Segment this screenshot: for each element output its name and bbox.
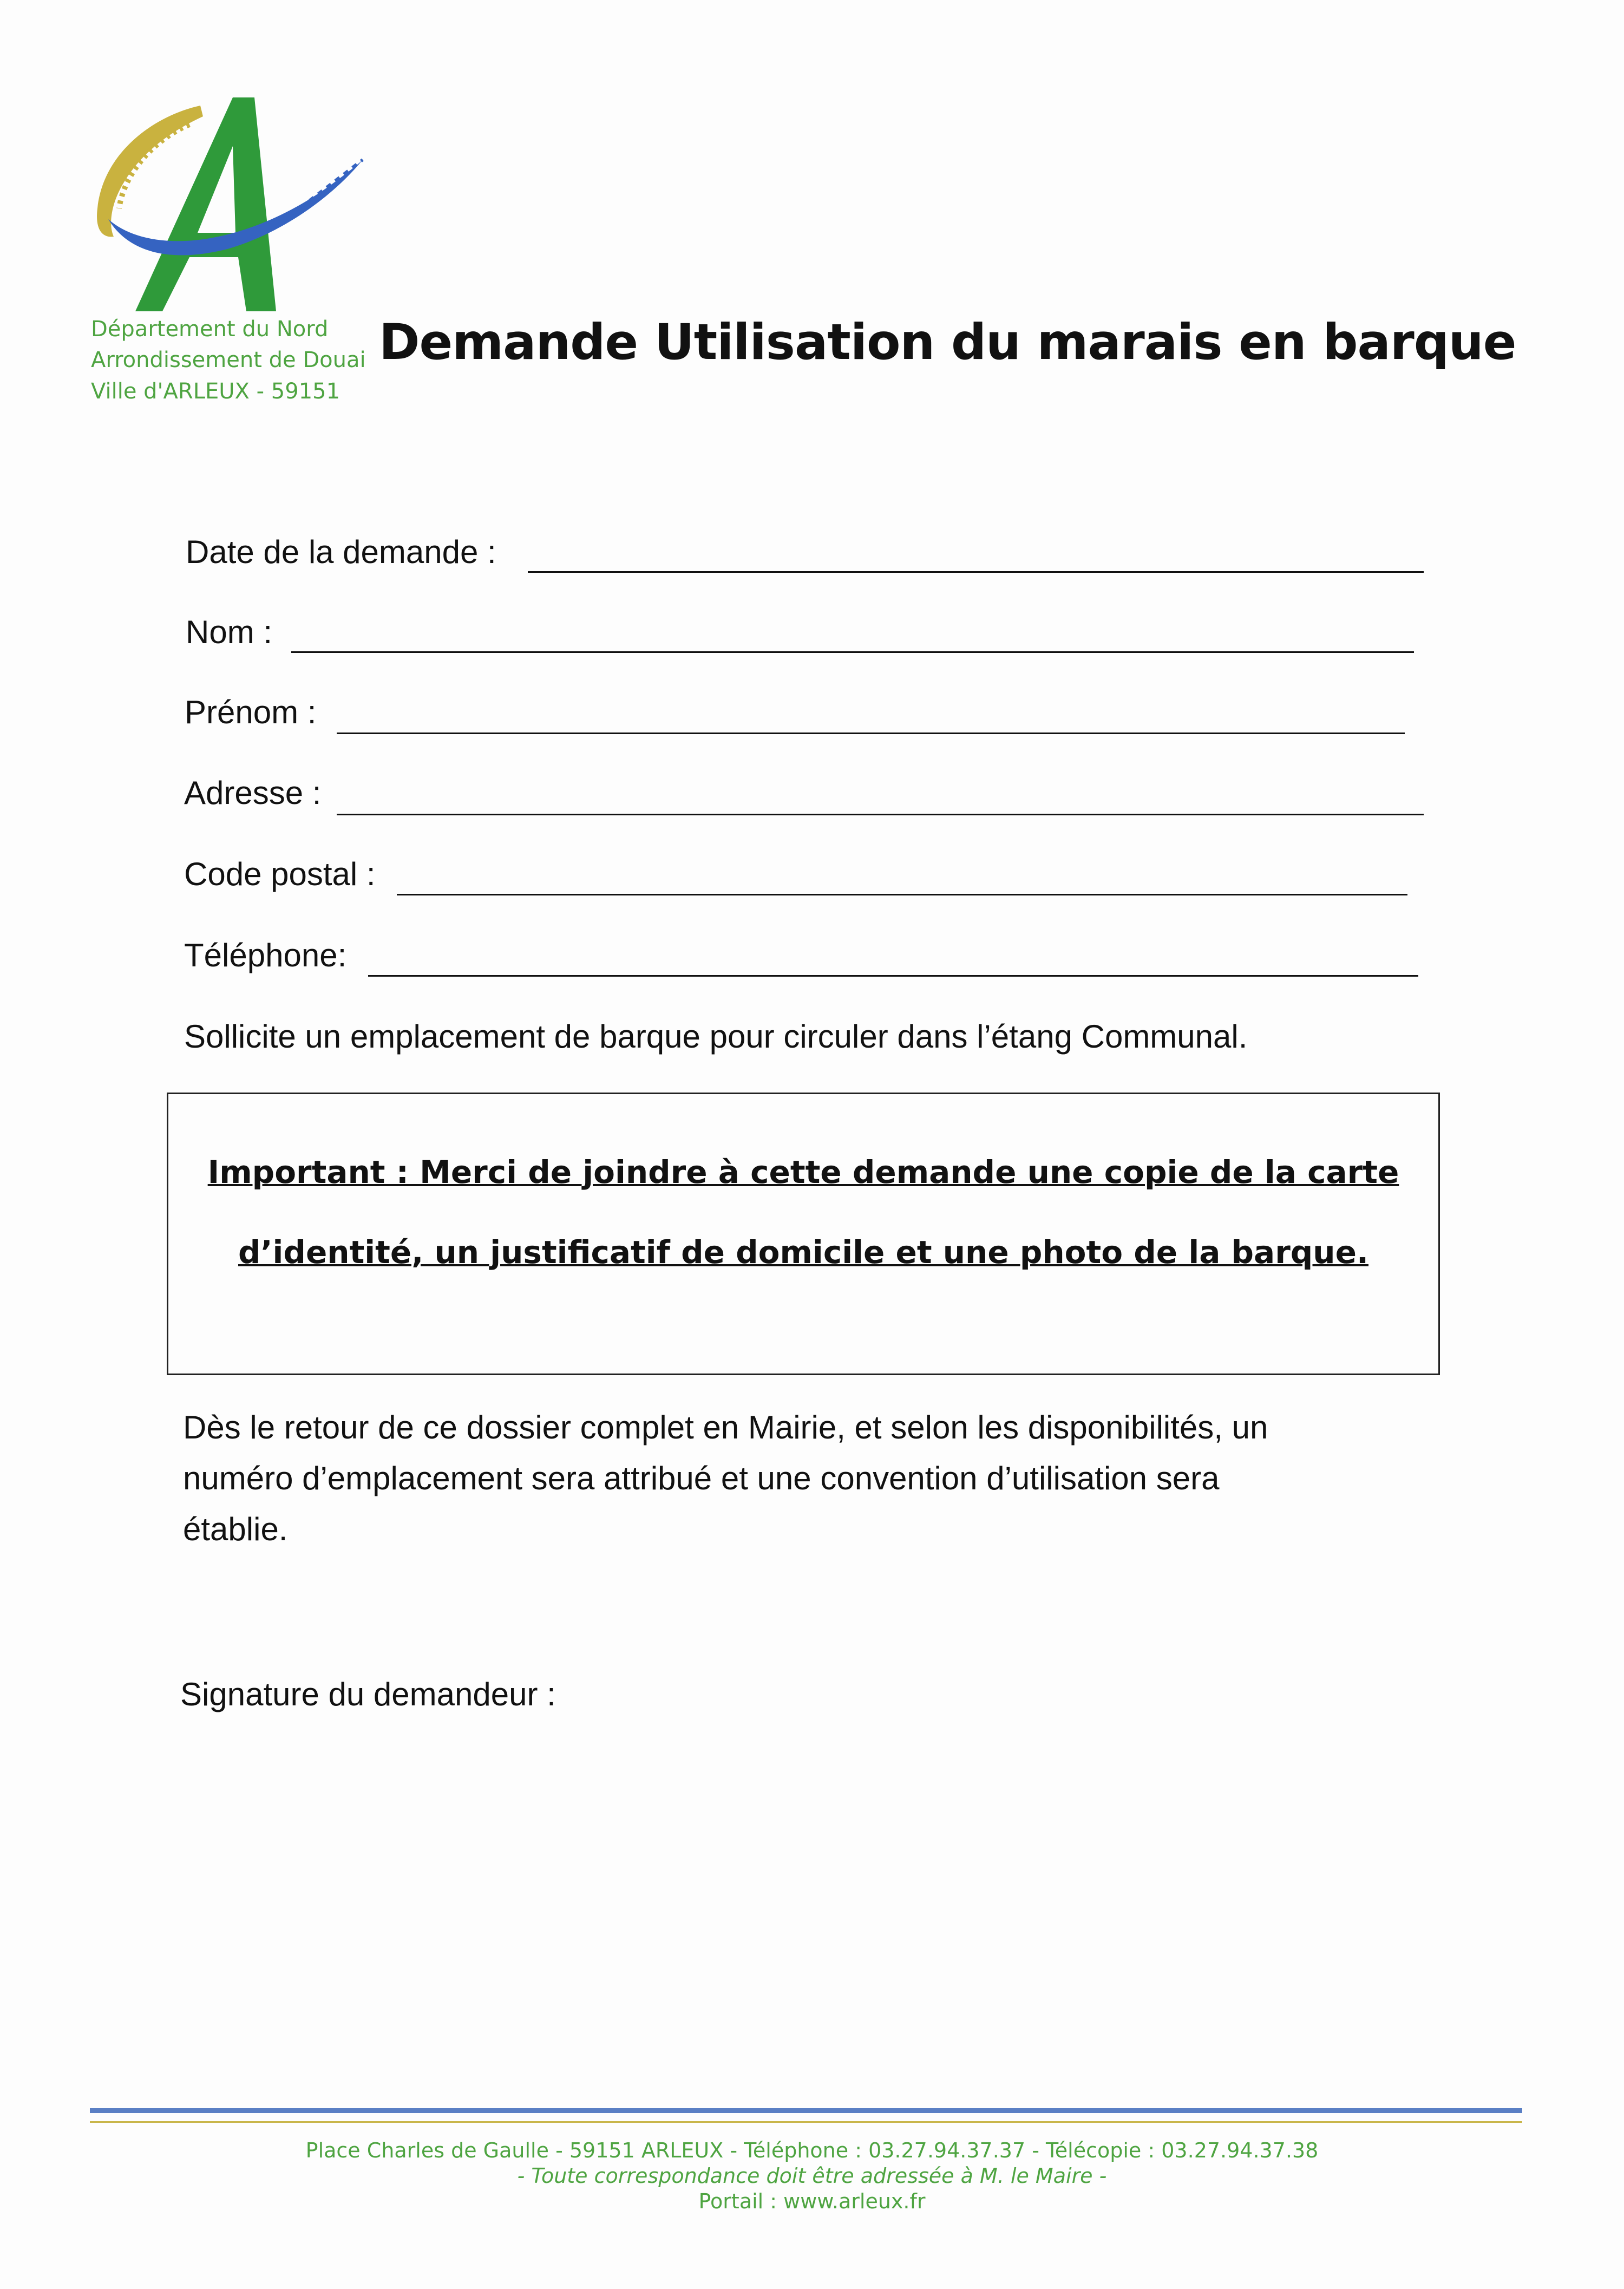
footer-rule-blue xyxy=(90,2108,1522,2113)
field-label-date: Date de la demande : xyxy=(186,534,496,570)
notice-line-1: Important : Merci de joindre à cette demande une copie de la carte xyxy=(207,1154,1399,1191)
field-label-prenom: Prénom : xyxy=(185,694,317,730)
page-title: Demande Utilisation du marais en barque xyxy=(379,314,1516,371)
field-label-telephone: Téléphone: xyxy=(184,937,347,973)
field-code-postal-input[interactable] xyxy=(397,894,1407,895)
footer-correspondence: - Toute correspondance doit être adressée à M. le Maire - xyxy=(517,2164,1107,2188)
signature-area[interactable] xyxy=(180,1732,1046,2003)
field-label-nom: Nom : xyxy=(186,614,273,650)
org-line-arrondissement: Arrondissement de Douai xyxy=(91,348,366,372)
field-label-code-postal: Code postal : xyxy=(184,856,376,892)
field-prenom-input[interactable] xyxy=(337,733,1405,734)
notice-line-2: d’identité, un justificatif de domicile et une photo de la barque. xyxy=(238,1234,1368,1271)
arleux-logo xyxy=(87,95,368,333)
info-line-2: numéro d’emplacement sera attribué et une convention d’utilisation sera xyxy=(183,1460,1220,1496)
notice-box xyxy=(167,1093,1440,1375)
field-telephone-input[interactable] xyxy=(368,975,1418,977)
info-line-3: établie. xyxy=(183,1511,288,1547)
org-line-department: Département du Nord xyxy=(91,317,329,342)
signature-label: Signature du demandeur : xyxy=(180,1676,556,1712)
footer-portal-link[interactable]: Portail : www.arleux.fr xyxy=(698,2189,926,2213)
field-label-adresse: Adresse : xyxy=(184,775,322,811)
org-line-ville: Ville d'ARLEUX - 59151 xyxy=(91,379,340,404)
footer-address: Place Charles de Gaulle - 59151 ARLEUX - Téléphone : 03.27.94.37.37 - Télécopie : 03.27.94.37.38 xyxy=(305,2138,1319,2162)
field-adresse-input[interactable] xyxy=(337,814,1424,815)
info-line-1: Dès le retour de ce dossier complet en Mairie, et selon les disponibilités, un xyxy=(183,1409,1268,1446)
footer-rule-gold xyxy=(90,2121,1522,2123)
field-nom-input[interactable] xyxy=(291,651,1414,653)
request-text: Sollicite un emplacement de barque pour circuler dans l’étang Communal. xyxy=(184,1018,1248,1055)
field-date-input[interactable] xyxy=(528,571,1424,573)
